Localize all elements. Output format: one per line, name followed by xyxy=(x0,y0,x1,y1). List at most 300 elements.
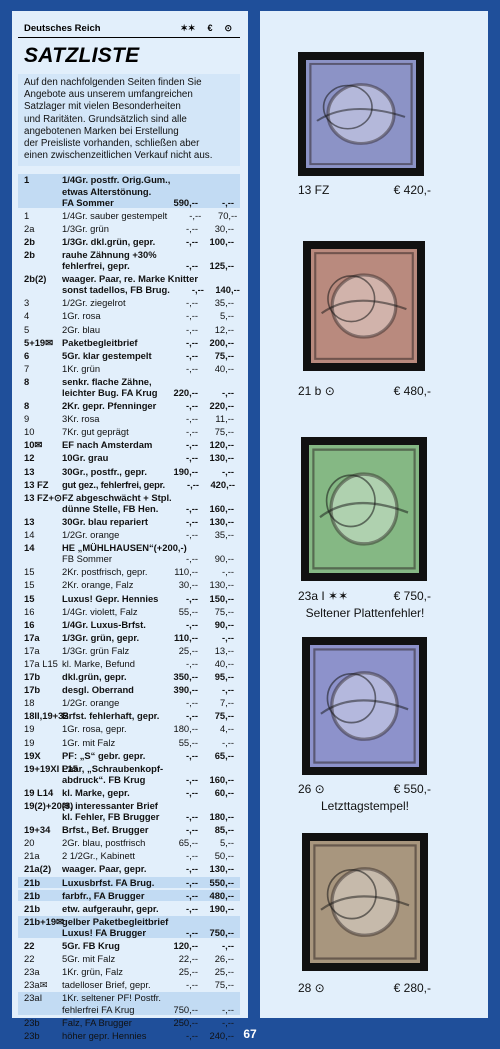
item-description: 1Gr. mit Falz xyxy=(62,736,116,748)
used-symbol: ⊙ xyxy=(224,23,232,33)
item-description: desgl. Oberrand xyxy=(62,684,134,696)
table-row xyxy=(18,260,240,271)
stamp-face xyxy=(310,841,420,963)
used-price: 90,-- xyxy=(214,618,234,630)
table-row xyxy=(18,750,240,761)
item-description: 1Kr. grün xyxy=(62,362,101,374)
table-row xyxy=(18,890,240,901)
table-row xyxy=(18,671,240,682)
mint-price: 220,-- xyxy=(173,387,198,399)
used-price: 25,-- xyxy=(214,966,234,978)
catalog-number xyxy=(18,186,62,197)
catalog-number: 17b xyxy=(24,671,41,683)
catalog-number: 15 xyxy=(24,592,35,604)
stamp-price: € 280,- xyxy=(393,981,431,995)
item-description: etw. aufgerauhr, gepr. xyxy=(62,902,159,914)
mint-price: -,-- xyxy=(186,413,198,425)
mint-price: 55,-- xyxy=(178,605,198,617)
price-list-column xyxy=(18,20,240,1041)
catalog-number: 2b(2) xyxy=(24,273,47,285)
used-price xyxy=(198,249,240,260)
item-description: PF: „S“ gebr. gepr. xyxy=(62,749,146,761)
item-description: gelber Paketbegleitbrief xyxy=(62,915,169,927)
item-description: 2Gr. blau xyxy=(62,323,101,335)
item-description: 5Gr. mit Falz xyxy=(62,953,116,965)
item-description: 1/4Gr. sauber gestempelt xyxy=(62,209,168,221)
catalog-number: 10 xyxy=(24,426,35,438)
item-description: 1Kr. seltener PF! Postfr. xyxy=(62,992,161,1004)
used-price: -,-- xyxy=(222,196,234,208)
used-price: -,-- xyxy=(222,631,234,643)
item-description: FB Sommer xyxy=(62,553,113,565)
catalog-number: 23b xyxy=(24,1016,40,1028)
item-description: senkr. flache Zähne, xyxy=(62,375,152,387)
stamp-note: Seltener Plattenfehler! xyxy=(305,606,425,620)
item-description: abdruck“. FB Krug xyxy=(62,773,146,785)
used-price: 420,-- xyxy=(210,478,235,490)
mint-price xyxy=(164,249,198,260)
stamp-note: Letzttagstempel! xyxy=(320,799,410,813)
catalog-number: 13 xyxy=(24,515,35,527)
stamp-catalog-id: 26 ⊙ xyxy=(298,782,325,796)
table-row xyxy=(18,632,240,643)
mint-price: -,-- xyxy=(186,749,198,761)
catalog-number: 16 xyxy=(24,605,35,617)
used-price xyxy=(198,800,240,811)
table-row xyxy=(18,593,240,604)
catalog-number: 21b+19✉ xyxy=(24,915,64,927)
table-row xyxy=(18,940,240,951)
mint-price: 25,-- xyxy=(178,644,198,656)
table-row xyxy=(18,606,240,617)
catalog-number xyxy=(18,927,62,938)
catalog-number: 10✉ xyxy=(24,439,43,451)
item-description: 2Kr. gepr. Pfenninger xyxy=(62,400,157,412)
item-description: 1/3Gr. grün xyxy=(62,222,109,234)
item-description: HE „MÜHLHAUSEN“(+200,-) xyxy=(62,542,187,554)
intro-line: der Preisliste vorhanden, schließen aber xyxy=(24,138,200,150)
table-row xyxy=(18,566,240,577)
catalog-number xyxy=(18,774,62,785)
mint-price: 750,-- xyxy=(173,1003,198,1015)
column-symbols xyxy=(180,23,240,34)
used-price: 120,-- xyxy=(209,439,234,451)
item-description: 1/4Gr. postfr. Orig.Gum., xyxy=(62,174,171,186)
stamp-catalog-id: 23a I ✶✶ xyxy=(298,589,349,603)
used-price: 90,-- xyxy=(214,553,234,565)
mint-price: -,-- xyxy=(186,926,198,938)
item-description: Paketbegleitbrief xyxy=(62,336,138,348)
used-price: 200,-- xyxy=(209,336,234,348)
item-description: 1/4Gr. violett, Falz xyxy=(62,605,138,617)
table-row xyxy=(18,723,240,734)
catalog-number: 8 xyxy=(24,375,30,387)
item-description: kl. Marke, gepr. xyxy=(62,786,130,798)
used-price: 95,-- xyxy=(214,671,234,683)
mint-price: 55,-- xyxy=(178,736,198,748)
item-description: 1Kr. grün, Falz xyxy=(62,966,123,978)
catalog-number: 19+19XI L15 xyxy=(24,762,78,774)
item-description: FA Sommer xyxy=(62,196,114,208)
item-description: kl. Marke, Befund xyxy=(62,657,135,669)
catalog-number: 15 xyxy=(24,579,35,591)
table-row xyxy=(18,684,240,695)
used-price: 35,-- xyxy=(214,529,234,541)
mint-price: -,-- xyxy=(189,209,202,221)
catalog-number: 19 xyxy=(24,736,35,748)
item-description: FZ abgeschwächt + Stpl. xyxy=(62,491,172,503)
stamp-image xyxy=(298,52,424,176)
used-price: -,-- xyxy=(222,684,234,696)
used-price xyxy=(221,542,263,553)
item-description: 3Kr. rosa xyxy=(62,413,100,425)
catalog-number: 7 xyxy=(24,362,30,374)
stamp-image xyxy=(301,437,427,581)
item-description: Luxus! FA Brugger xyxy=(62,926,147,938)
mint-price: 120,-- xyxy=(173,940,198,952)
mint-price: -,-- xyxy=(186,618,198,630)
table-row xyxy=(18,619,240,630)
mint-price: -,-- xyxy=(186,889,198,901)
used-price: -,-- xyxy=(222,940,234,952)
used-price xyxy=(232,273,274,284)
item-description: 2Kr. orange, Falz xyxy=(62,579,134,591)
catalog-number: 2a xyxy=(24,222,35,234)
catalog-number xyxy=(18,811,62,822)
mint-price: -,-- xyxy=(186,323,198,335)
table-row xyxy=(18,249,240,260)
catalog-number: 13 xyxy=(24,465,35,477)
table-row xyxy=(18,197,240,208)
mint-price: -,-- xyxy=(186,979,198,991)
catalog-number: 17b xyxy=(24,684,41,696)
used-price: 40,-- xyxy=(214,362,234,374)
table-row xyxy=(18,284,240,295)
used-price: 4,-- xyxy=(219,723,234,735)
used-price: 13,-- xyxy=(214,644,234,656)
item-description: Falz, FA Brugger xyxy=(62,1016,132,1028)
catalog-number: 21a xyxy=(24,850,40,862)
used-price: 30,-- xyxy=(214,222,234,234)
item-description: Paar, „Schraubenkopf- xyxy=(62,762,164,774)
mint-price: 350,-- xyxy=(173,671,198,683)
used-price xyxy=(198,763,240,774)
item-description: leichter Bug. FA Krug xyxy=(62,387,158,399)
stamp-catalog-id: 28 ⊙ xyxy=(298,981,325,995)
catalog-number: 21b xyxy=(24,902,41,914)
stamp-caption xyxy=(298,782,431,796)
mint-price: -,-- xyxy=(186,452,198,464)
used-price: 65,-- xyxy=(214,749,234,761)
item-description: dünne Stelle, FB Hen. xyxy=(62,502,159,514)
catalog-number: 21a(2) xyxy=(24,863,52,875)
catalog-number: 19 xyxy=(24,723,35,735)
used-price: -,-- xyxy=(222,387,234,399)
used-price: 60,-- xyxy=(214,786,234,798)
table-row xyxy=(18,992,240,1003)
table-row xyxy=(18,763,240,774)
catalog-number: 23aI xyxy=(24,992,43,1004)
mint-price: 390,-- xyxy=(173,684,198,696)
mint-price: -,-- xyxy=(186,876,198,888)
intro-line: Auf den nachfolgenden Seiten finden Sie xyxy=(24,77,202,88)
item-description: kl. Fehler, FB Brugger xyxy=(62,811,160,823)
intro-line: einen zwischenzeitlichen Verkauf nicht aus. xyxy=(24,150,213,162)
table-row xyxy=(18,927,240,938)
stamp-face xyxy=(311,249,417,363)
mint-price: 65,-- xyxy=(178,837,198,849)
catalog-number: 5 xyxy=(24,323,30,335)
used-price: 11,-- xyxy=(215,413,234,425)
catalog-number xyxy=(18,284,62,295)
catalog-number: 19+34 xyxy=(24,824,51,836)
table-row xyxy=(18,350,240,361)
used-price: 12,-- xyxy=(214,323,234,335)
catalog-number: 21b xyxy=(24,876,41,888)
stamp-face xyxy=(310,645,419,767)
mint-price xyxy=(164,800,198,811)
mint-price: -,-- xyxy=(186,529,198,541)
item-description: 5Gr. FB Krug xyxy=(62,940,120,952)
table-row xyxy=(18,439,240,450)
mint-price: -,-- xyxy=(186,336,198,348)
item-description: waager. Paar, gepr. xyxy=(62,863,147,875)
table-row xyxy=(18,479,240,490)
catalog-number: 23a✉ xyxy=(24,979,48,991)
table-row xyxy=(18,645,240,656)
mint-price xyxy=(164,186,198,197)
item-description: 2Kr. postfrisch, gepr. xyxy=(62,566,148,578)
catalog-number: 17a L15 xyxy=(24,657,58,669)
table-row xyxy=(18,710,240,721)
used-price: 180,-- xyxy=(209,811,234,823)
table-row xyxy=(18,774,240,785)
used-price xyxy=(198,376,240,387)
table-row xyxy=(18,452,240,463)
item-description: Luxus! Gepr. Hennies xyxy=(62,592,159,604)
table-row xyxy=(18,210,240,221)
table-row xyxy=(18,503,240,514)
mint-price xyxy=(170,174,204,185)
mint-price: -,-- xyxy=(186,478,199,490)
mint-price: -,-- xyxy=(186,222,198,234)
section-header xyxy=(18,20,240,38)
mint-price: 110,-- xyxy=(174,631,198,643)
mint-price: -,-- xyxy=(186,850,198,862)
catalog-number: 23a xyxy=(24,966,40,978)
catalog-number: 16 xyxy=(24,618,35,630)
item-description: 1/2Gr. orange xyxy=(62,697,120,709)
mint-price: -,-- xyxy=(186,863,198,875)
mint-price: -,-- xyxy=(186,824,198,836)
item-description: tadelloser Brief, gepr. xyxy=(62,979,151,991)
used-price: 190,-- xyxy=(209,902,234,914)
catalog-number: 1 xyxy=(24,209,30,221)
mint-price: -,-- xyxy=(186,235,198,247)
item-description: Brfst. fehlerhaft, gepr. xyxy=(62,710,160,722)
table-row xyxy=(18,400,240,411)
catalog-number: 22 xyxy=(24,953,35,965)
item-description: Brfst., Bef. Brugger xyxy=(62,824,149,836)
table-row xyxy=(18,837,240,848)
used-price: 75,-- xyxy=(214,710,234,722)
used-price xyxy=(204,174,246,185)
table-row xyxy=(18,824,240,835)
item-description: EF nach Amsterdam xyxy=(62,439,153,451)
mint-price xyxy=(168,916,202,927)
used-price: -,-- xyxy=(222,566,234,578)
mint-price: -,-- xyxy=(186,400,198,412)
table-row xyxy=(18,516,240,527)
stamp-price: € 750,- xyxy=(393,589,431,603)
table-row xyxy=(18,466,240,477)
price-table xyxy=(18,174,240,1040)
table-row xyxy=(18,223,240,234)
page-title: SATZLISTE xyxy=(24,44,140,67)
stamp-caption xyxy=(298,183,431,197)
used-price: 85,-- xyxy=(214,824,234,836)
table-row xyxy=(18,413,240,424)
item-description: 1/3Gr. dkl.grün, gepr. xyxy=(62,235,156,247)
table-row xyxy=(18,337,240,348)
euro-symbol: € xyxy=(207,23,213,33)
item-description: fehlerfrei, gepr. xyxy=(62,260,130,272)
catalog-number: 18II,19+32 xyxy=(24,710,69,722)
catalog-number: 1 xyxy=(24,174,30,186)
used-price xyxy=(206,492,248,503)
item-description: etwas Alterstönung. xyxy=(62,185,152,197)
catalog-number: 17a xyxy=(24,631,40,643)
table-row xyxy=(18,737,240,748)
mint-price: -,-- xyxy=(186,515,198,527)
item-description: 1Gr. rosa, gepr. xyxy=(62,723,127,735)
mint-price: -,-- xyxy=(186,773,198,785)
table-row xyxy=(18,363,240,374)
catalog-number: 3 xyxy=(24,297,30,309)
table-row xyxy=(18,236,240,247)
table-row xyxy=(18,863,240,874)
stamp-caption xyxy=(298,589,431,603)
mint-price: -,-- xyxy=(186,349,198,361)
table-row xyxy=(18,426,240,437)
catalog-number: 15 xyxy=(24,566,35,578)
item-description: 2 1/2Gr., Kabinett xyxy=(62,850,135,862)
used-price: 100,-- xyxy=(209,235,234,247)
table-row xyxy=(18,542,240,553)
item-description: rauhe Zähnung +30% xyxy=(62,248,157,260)
column-divider xyxy=(248,11,260,1018)
table-row xyxy=(18,1004,240,1015)
item-description: 1/2Gr. ziegelrot xyxy=(62,297,126,309)
item-description: höher gepr. Hennies xyxy=(62,1029,147,1041)
table-row xyxy=(18,979,240,990)
item-description: farbfr., FA Brugger xyxy=(62,889,145,901)
mint-price: -,-- xyxy=(186,297,198,309)
mint-price: 180,-- xyxy=(173,723,198,735)
mint-price: -,-- xyxy=(186,553,198,565)
stamp-illustration-icon xyxy=(306,60,416,168)
table-row xyxy=(18,787,240,798)
table-row xyxy=(18,174,240,185)
stamp-image xyxy=(302,637,427,775)
table-row xyxy=(18,376,240,387)
mint-price xyxy=(164,376,198,387)
catalog-number: 21b xyxy=(24,889,41,901)
used-price: 140,-- xyxy=(215,284,240,296)
used-price: 7,-- xyxy=(219,697,234,709)
item-description: Luxusbrfst. FA Brug. xyxy=(62,876,155,888)
used-price: 125,-- xyxy=(209,260,234,272)
item-description: dkl.grün, gepr. xyxy=(62,671,127,683)
mint-price: -,-- xyxy=(186,697,198,709)
table-row xyxy=(18,916,240,927)
stamp-illustration-icon xyxy=(310,645,419,767)
used-price: 5,-- xyxy=(219,837,234,849)
mint-price xyxy=(164,992,198,1003)
mint-price: 110,-- xyxy=(174,566,198,578)
stamp-catalog-id: 21 b ⊙ xyxy=(298,384,335,398)
item-description: gut gez., fehlerfrei, gepr. xyxy=(62,478,165,490)
used-price: 130,-- xyxy=(209,515,234,527)
stamp-catalog-id: 13 FZ xyxy=(298,183,330,197)
mint-price: 30,-- xyxy=(178,579,198,591)
mint-price: 25,-- xyxy=(178,966,198,978)
table-row xyxy=(18,811,240,822)
item-description: fehlerfrei FA Krug xyxy=(62,1003,135,1015)
catalog-number: 9 xyxy=(24,413,30,425)
item-description: sonst tadellos, FB Brug. xyxy=(62,284,170,296)
intro-line: Angebote aus unserem umfangreichen xyxy=(24,89,193,101)
catalog-number: 19 L14 xyxy=(24,786,54,798)
table-row xyxy=(18,877,240,888)
item-description: 1/3Gr. grün, gepr. xyxy=(62,631,140,643)
mint-price: -,-- xyxy=(186,592,198,604)
mint-price: -,-- xyxy=(186,439,198,451)
mint-price: -,-- xyxy=(191,284,204,296)
table-row xyxy=(18,273,240,284)
table-row xyxy=(18,324,240,335)
catalog-number: 20 xyxy=(24,837,35,849)
used-price: 750,-- xyxy=(209,926,234,938)
used-price: 130,-- xyxy=(209,452,234,464)
used-price: 240,-- xyxy=(209,1029,234,1041)
used-price: 130,-- xyxy=(209,863,234,875)
mint-price: -,-- xyxy=(186,310,198,322)
item-description: 30Gr. blau repariert xyxy=(62,515,148,527)
item-description: 30Gr., postfr., gepr. xyxy=(62,465,147,477)
used-price: 130,-- xyxy=(209,579,234,591)
mint-price xyxy=(187,542,221,553)
item-description: waager. Paar, re. Marke Knitter xyxy=(62,273,199,285)
mint-price: -,-- xyxy=(186,1029,198,1041)
mint-price: -,-- xyxy=(186,362,198,374)
table-row xyxy=(18,697,240,708)
table-row xyxy=(18,903,240,914)
table-row xyxy=(18,186,240,197)
stamp-image xyxy=(302,833,428,971)
catalog-number xyxy=(18,503,62,514)
section-title: Deutsches Reich xyxy=(24,23,101,34)
used-price: 75,-- xyxy=(214,605,234,617)
mint-price: -,-- xyxy=(186,657,198,669)
table-row xyxy=(18,310,240,321)
catalog-number: 19(2)+20(3) xyxy=(24,800,74,812)
mint-price: -,-- xyxy=(186,426,198,438)
used-price xyxy=(198,186,240,197)
used-price: 5,-- xyxy=(219,310,234,322)
mint-price: -,-- xyxy=(186,786,198,798)
catalog-number: 19X xyxy=(24,749,41,761)
